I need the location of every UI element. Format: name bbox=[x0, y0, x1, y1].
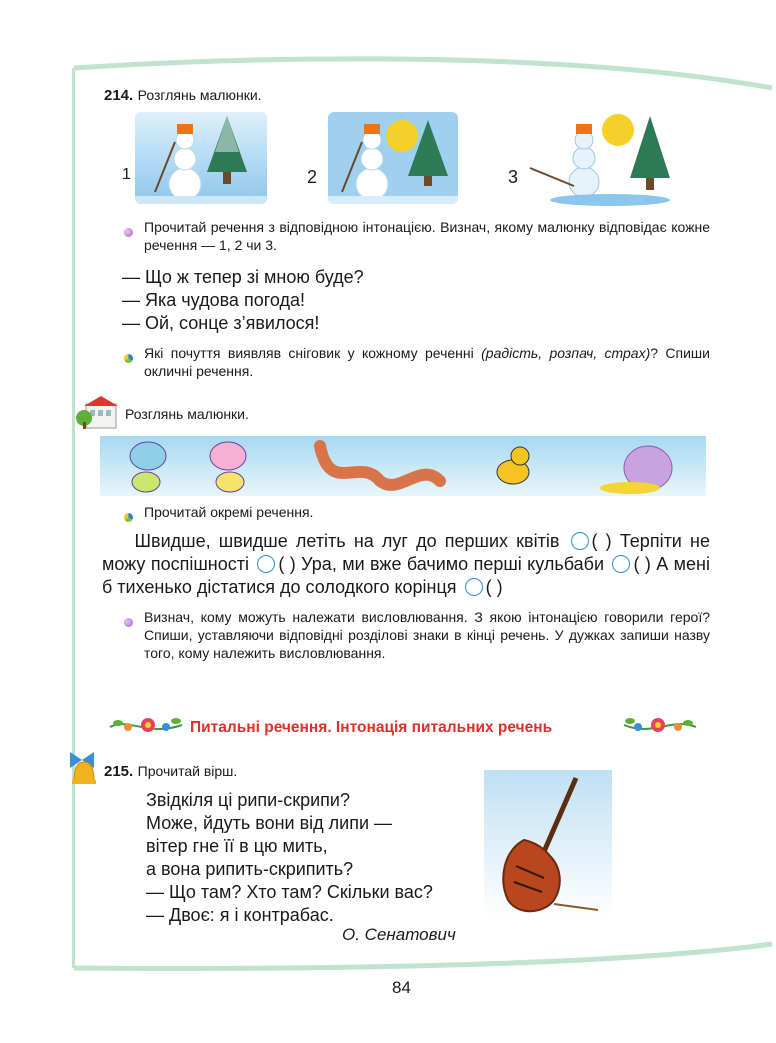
flower-ornament-right bbox=[622, 713, 698, 739]
snowman-picture-3 bbox=[526, 108, 676, 208]
task-instruction-2 bbox=[144, 344, 710, 380]
punctuation-blank-3[interactable] bbox=[612, 555, 630, 573]
text-sentence-1: Швидше, швидше летіть на луг до перших квітів bbox=[134, 531, 560, 551]
poem-line-4: а вона рипить-скрипить? bbox=[146, 859, 354, 879]
section-heading: Питальні речення. Інтонація питальних речень bbox=[190, 719, 553, 736]
insects-strip bbox=[100, 436, 706, 496]
text-sentence-2: Терпіти не можу поспішності bbox=[102, 531, 710, 574]
task-bullet-multicolor bbox=[124, 350, 133, 368]
text-sentence-4: А мені б тихенько дістатися до солодкого корінця bbox=[102, 554, 710, 597]
task2-text: Які почуття виявляв сніговик у кожному реченні bbox=[144, 345, 482, 361]
home-task-title: Розглянь малюнки. bbox=[125, 406, 249, 422]
exercise-title-215: Прочитай вірш. bbox=[137, 763, 238, 779]
poem-line-5: — Що там? Хто там? Скільки вас? bbox=[146, 882, 433, 902]
snowman-picture-1 bbox=[135, 112, 267, 204]
exercise-214-header bbox=[104, 86, 262, 105]
task-bullet-purple-2 bbox=[124, 614, 133, 632]
text-sentence-3: Ура, ми вже бачимо перші кульбаби bbox=[301, 554, 605, 574]
poem-author: О. Сенатович bbox=[342, 925, 456, 944]
poem-line-2: Може, йдуть вони від липи — bbox=[146, 813, 393, 833]
text-with-blanks bbox=[102, 530, 710, 599]
exercise-number-215: 215. bbox=[104, 763, 134, 780]
bell-icon bbox=[62, 748, 106, 788]
sentence-1: — Що ж тепер зі мною буде? bbox=[122, 267, 364, 287]
exercise-number: 214. bbox=[104, 87, 134, 104]
home-icon bbox=[74, 394, 120, 430]
task-bullet-purple bbox=[124, 224, 133, 242]
sentence-2: — Яка чудова погода! bbox=[122, 290, 306, 310]
punctuation-blank-2[interactable] bbox=[257, 555, 275, 573]
poem-line-1: Звідкіля ці рипи-скрипи? bbox=[146, 790, 350, 810]
home-task-instruction-2: Визнач, кому можуть належати висловлювання. З якою інтонацією говорили герої? Спиши, уставляючи відповідні розділові знаки в кінці речень. У дужках запиши назву того, кому належить висловлювання. bbox=[144, 609, 710, 661]
punctuation-blank-1[interactable] bbox=[571, 532, 589, 550]
frame-bottom-curve bbox=[60, 940, 776, 980]
poem-line-6: — Двоє: я і контрабас. bbox=[146, 905, 334, 925]
picture-label-2: 2 bbox=[307, 167, 318, 187]
snowman-picture-2 bbox=[328, 112, 458, 204]
speaker-blank-1: ( ) bbox=[591, 531, 612, 551]
task-instruction-1: Прочитай речення з відповідною інтонацією. Визнач, якому малюнку відповідає кожне речення — 1, 2 чи 3. bbox=[144, 219, 710, 253]
page-number: 84 bbox=[392, 978, 411, 997]
task2-text-end: ? Спиши окличні речення. bbox=[144, 345, 710, 379]
task-bullet-multicolor-2 bbox=[124, 509, 133, 527]
speaker-blank-2: ( ) bbox=[278, 554, 296, 574]
exercise-215-header bbox=[104, 762, 237, 781]
task2-italic-text: (радість, розпач, страх) bbox=[481, 345, 651, 361]
speaker-blank-3: ( ) bbox=[633, 554, 651, 574]
exercise-title: Розглянь малюнки. bbox=[137, 87, 262, 103]
poem-line-3: вітер гне її в цю мить, bbox=[146, 836, 328, 856]
poem bbox=[146, 789, 433, 927]
frame-left-border bbox=[72, 68, 75, 968]
picture-label-1: 1 bbox=[122, 166, 131, 183]
speaker-blank-4: ( ) bbox=[485, 577, 503, 597]
punctuation-blank-4[interactable] bbox=[465, 578, 483, 596]
picture-label-3: 3 bbox=[508, 167, 519, 187]
sentence-list bbox=[122, 266, 364, 335]
double-bass-picture bbox=[484, 770, 612, 918]
sentence-3: — Ой, сонце з’явилося! bbox=[122, 313, 320, 333]
home-task-instruction-1: Прочитай окремі речення. bbox=[144, 504, 314, 520]
flower-ornament-left bbox=[108, 713, 184, 739]
